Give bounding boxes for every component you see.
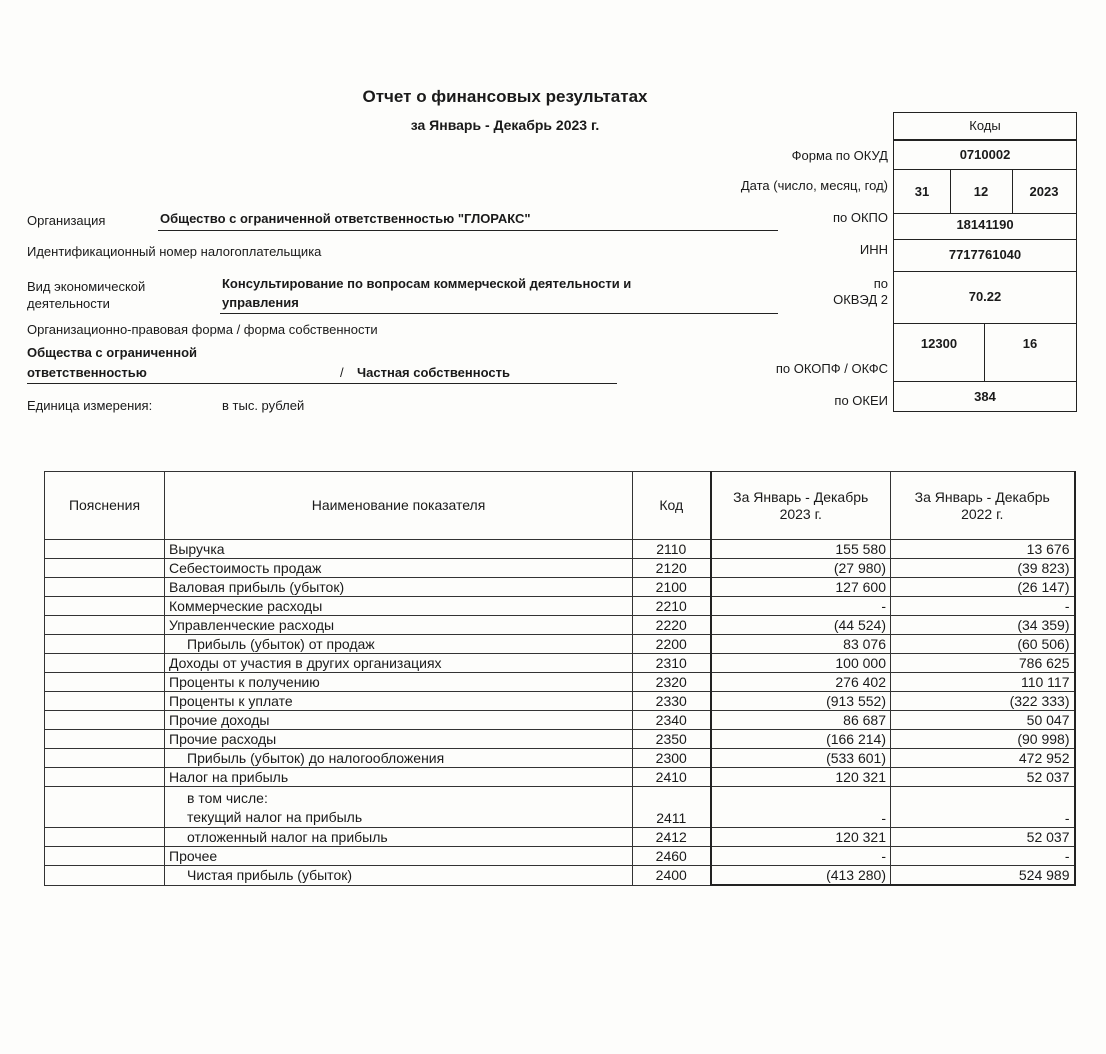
date-cells [894, 170, 1076, 214]
row-current: (413 280) [711, 866, 891, 886]
table-row [45, 540, 1075, 559]
table-row [45, 749, 1075, 768]
table-row [45, 654, 1075, 673]
table-row [45, 597, 1075, 616]
row-code: 2410 [633, 768, 711, 787]
okopf-label: по ОКОПФ / ОКФС [775, 361, 888, 376]
date-label: Дата (число, месяц, год) [740, 178, 888, 193]
table-row [45, 616, 1075, 635]
table-row [45, 559, 1075, 578]
inn-code-label: ИНН [859, 242, 888, 257]
org-underline [158, 230, 778, 231]
row-code: 2300 [633, 749, 711, 768]
row-code: 2412 [633, 828, 711, 847]
row-name: Чистая прибыль (убыток) [165, 866, 633, 886]
table-row [45, 730, 1075, 749]
table-row [45, 787, 1075, 828]
legal-form-value-2: ответственностью [27, 365, 147, 380]
header-previous-line-1: За Январь - Декабрь [914, 488, 1050, 505]
row-name: Налог на прибыль [165, 768, 633, 787]
row-name: Управленческие расходы [165, 616, 633, 635]
row-current: 120 321 [711, 768, 891, 787]
legal-form-label: Организационно-правовая форма / форма собственности [27, 322, 378, 337]
report-period: за Январь - Декабрь 2023 г. [410, 117, 600, 133]
okfs-code: 16 [1022, 336, 1038, 351]
row-code: 2320 [633, 673, 711, 692]
row-current: 83 076 [711, 635, 891, 654]
row-previous: - [891, 597, 1075, 616]
row-current: (27 980) [711, 559, 891, 578]
row-code: 2210 [633, 597, 711, 616]
date-day: 31 [894, 170, 951, 213]
row-code: 2330 [633, 692, 711, 711]
date-year: 2023 [1029, 184, 1059, 199]
row-name: Прибыль (убыток) от продаж [165, 635, 633, 654]
row-current: 276 402 [711, 673, 891, 692]
row-current: 100 000 [711, 654, 891, 673]
table-row [45, 692, 1075, 711]
row-name: Проценты к получению [165, 673, 633, 692]
legal-form-value-1: Общества с ограниченной [27, 345, 198, 360]
row-name-line-1: в том числе: [187, 790, 268, 806]
row-current: - [711, 787, 891, 828]
row-previous: 786 625 [891, 654, 1075, 673]
row-code: 2350 [633, 730, 711, 749]
unit-value: в тыс. рублей [222, 398, 305, 413]
row-current: 127 600 [711, 578, 891, 597]
header-current-line-2: 2023 г. [779, 505, 822, 522]
row-current: 86 687 [711, 711, 891, 730]
activity-value-2: управления [222, 295, 299, 310]
row-code: 2220 [633, 616, 711, 635]
inn-code: 7717761040 [894, 240, 1076, 272]
table-row [45, 847, 1075, 866]
table-row [45, 828, 1075, 847]
okved-label-1: по [873, 276, 888, 291]
table-row [45, 673, 1075, 692]
row-code: 2200 [633, 635, 711, 654]
okei-label: по ОКЕИ [834, 393, 888, 408]
row-name: Валовая прибыль (убыток) [165, 578, 633, 597]
row-current: (166 214) [711, 730, 891, 749]
row-current: - [711, 847, 891, 866]
row-name: Прибыль (убыток) до налогообложения [165, 749, 633, 768]
row-previous: (39 823) [891, 559, 1075, 578]
legal-form-underline [27, 383, 617, 384]
header-previous-period [891, 472, 1075, 540]
okved-label-2: ОКВЭД 2 [833, 292, 888, 307]
row-previous: 13 676 [891, 540, 1075, 559]
row-previous: 52 037 [891, 828, 1075, 847]
header-name: Наименование показателя [165, 472, 633, 540]
row-previous: (60 506) [891, 635, 1075, 654]
header-notes: Пояснения [45, 472, 165, 540]
row-current: 120 321 [711, 828, 891, 847]
row-previous: - [891, 847, 1075, 866]
org-value: Общество с ограниченной ответственностью "ГЛОРАКС" [160, 211, 531, 226]
row-previous: - [891, 787, 1075, 828]
header-code: Код [633, 472, 711, 540]
report-title: Отчет о финансовых результатах [362, 87, 648, 106]
table-row [45, 768, 1075, 787]
table-row [45, 578, 1075, 597]
row-code: 2400 [633, 866, 711, 886]
okopf-code: 12300 [894, 324, 985, 381]
row-current: (913 552) [711, 692, 891, 711]
row-current: (44 524) [711, 616, 891, 635]
row-previous: (26 147) [891, 578, 1075, 597]
activity-label-1: Вид экономической [27, 279, 146, 294]
table-row [45, 711, 1075, 730]
legal-form-slash: / [340, 365, 344, 380]
row-code: 2310 [633, 654, 711, 673]
okpo-code: 18141190 [894, 214, 1076, 240]
row-name [165, 787, 633, 828]
row-name: Прочее [165, 847, 633, 866]
row-code: 2340 [633, 711, 711, 730]
org-label: Организация [27, 213, 106, 228]
row-name: Проценты к уплате [165, 692, 633, 711]
row-previous: 524 989 [891, 866, 1075, 886]
codes-box [893, 112, 1077, 412]
activity-value-1: Консультирование по вопросам коммерческой деятельности и [222, 276, 632, 291]
table-header-row [45, 472, 1075, 540]
row-previous: 52 037 [891, 768, 1075, 787]
row-name: Доходы от участия в других организациях [165, 654, 633, 673]
row-name: Себестоимость продаж [165, 559, 633, 578]
row-current: (533 601) [711, 749, 891, 768]
inn-label: Идентификационный номер налогоплательщика [27, 244, 322, 259]
okpo-label: по ОКПО [832, 210, 888, 225]
row-code: 2100 [633, 578, 711, 597]
row-name-line-2: текущий налог на прибыль [187, 809, 363, 825]
okud-code: 0710002 [894, 140, 1076, 170]
ownership-value: Частная собственность [357, 365, 510, 380]
table-row [45, 635, 1075, 654]
date-month: 12 [950, 170, 1013, 213]
okopf-okfs-cells [894, 324, 1076, 382]
codes-header: Коды [894, 112, 1076, 140]
row-previous: 472 952 [891, 749, 1075, 768]
row-previous: (322 333) [891, 692, 1075, 711]
row-previous: (90 998) [891, 730, 1075, 749]
row-name: Выручка [165, 540, 633, 559]
table-row [45, 866, 1075, 886]
activity-label-2: деятельности [27, 296, 110, 311]
row-current: 155 580 [711, 540, 891, 559]
okei-code: 384 [894, 382, 1076, 412]
row-previous: 110 117 [891, 673, 1075, 692]
row-code: 2460 [633, 847, 711, 866]
row-name: Коммерческие расходы [165, 597, 633, 616]
activity-underline [220, 313, 778, 314]
header-previous-line-2: 2022 г. [961, 505, 1004, 522]
unit-label: Единица измерения: [27, 398, 153, 413]
financial-results-table [44, 471, 1076, 886]
header-current-line-1: За Январь - Декабрь [733, 488, 869, 505]
row-name: отложенный налог на прибыль [165, 828, 633, 847]
header-current-period [711, 472, 891, 540]
row-name: Прочие расходы [165, 730, 633, 749]
okud-label: Форма по ОКУД [791, 148, 888, 163]
row-code: 2120 [633, 559, 711, 578]
row-code: 2411 [633, 787, 711, 828]
okved-code: 70.22 [894, 272, 1076, 324]
row-previous: (34 359) [891, 616, 1075, 635]
row-code: 2110 [633, 540, 711, 559]
row-name: Прочие доходы [165, 711, 633, 730]
row-current: - [711, 597, 891, 616]
row-previous: 50 047 [891, 711, 1075, 730]
